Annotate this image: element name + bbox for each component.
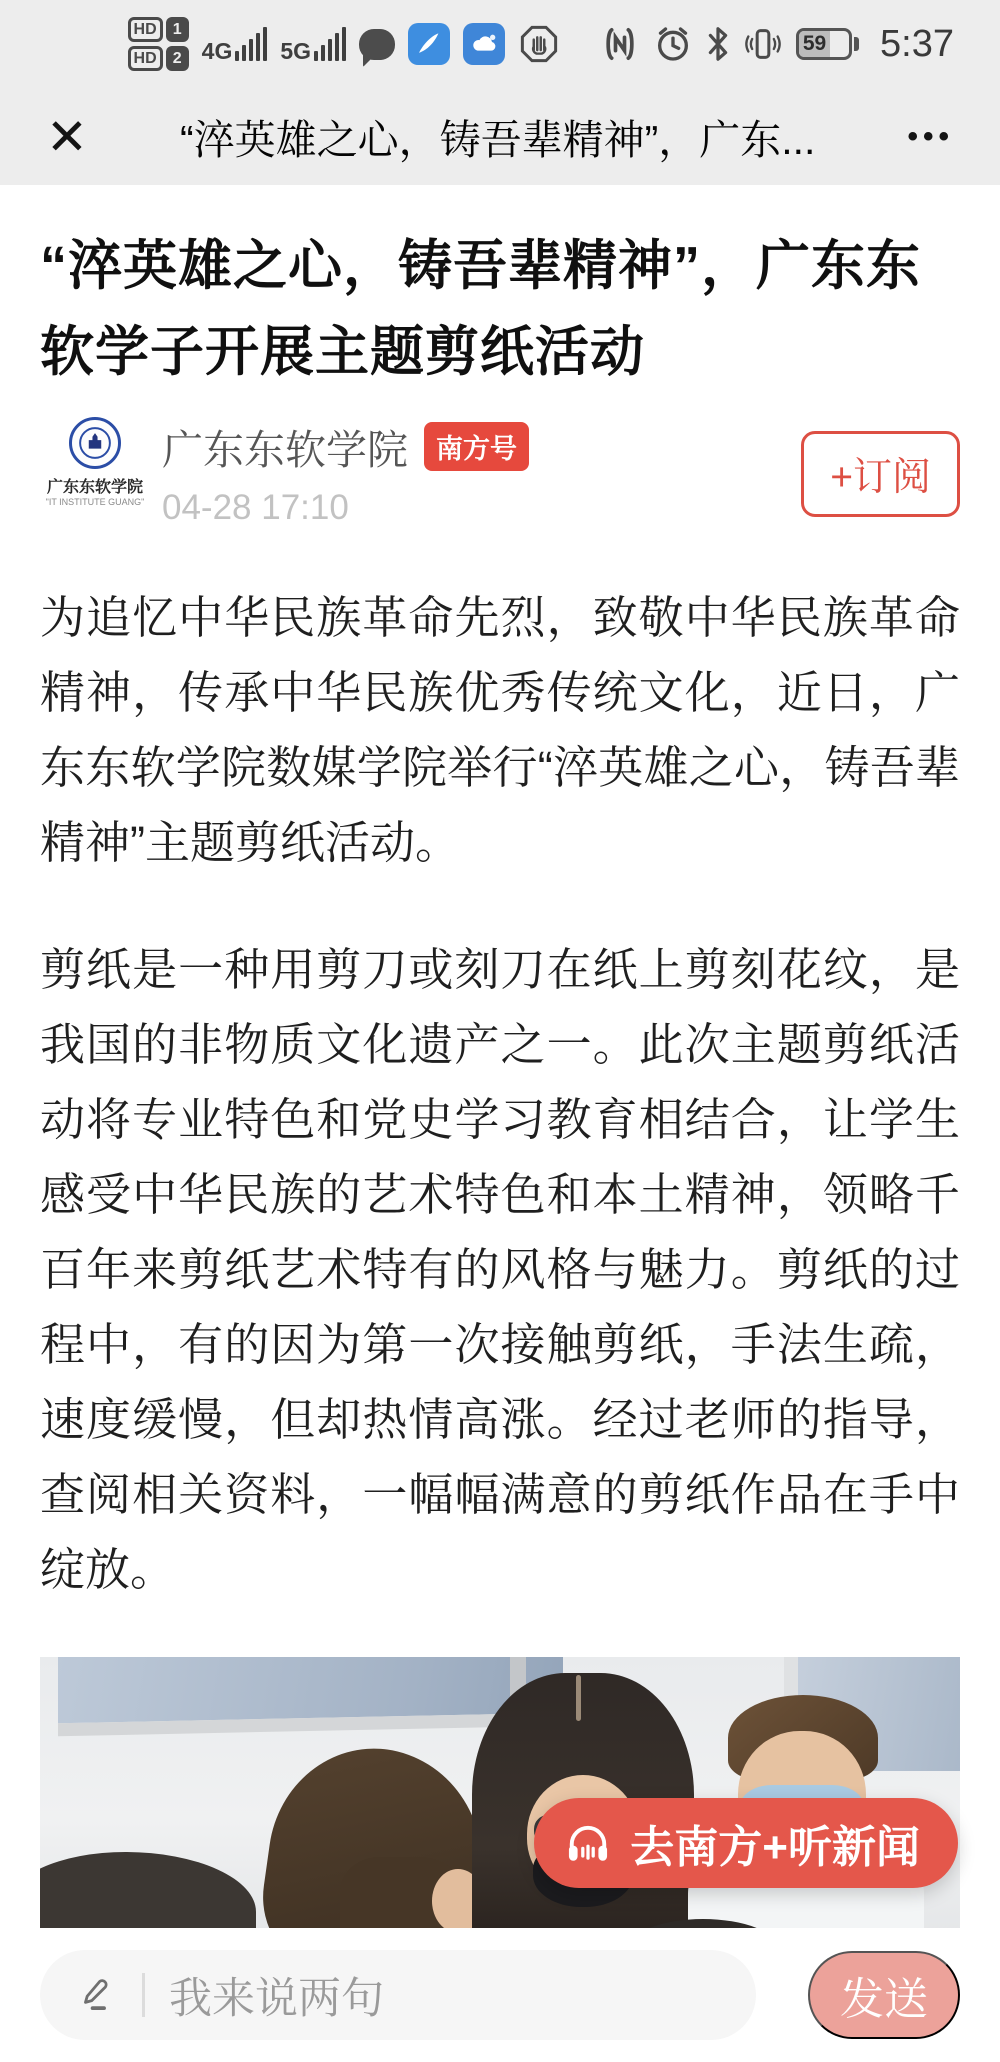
publisher-avatar[interactable] [40,417,150,507]
paragraph: 为追忆中华民族革命先烈，致敬中华民族革命精神，传承中华民族优秀传统文化，近日，广东东软学院数媒学院举行“淬英雄之心，铸吾辈精神”主题剪纸活动。 [40,592,960,868]
close-icon[interactable]: ✕ [46,108,88,165]
article-title: “淬英雄之心，铸吾辈精神”，广东东软学子开展主题剪纸活动 [40,236,921,382]
signal-sim1 [201,27,268,64]
publisher-name[interactable]: 广东东软学院 [162,427,408,473]
battery-icon [796,28,859,60]
send-button[interactable]: 发送 [808,1951,960,2039]
hd-badge-sim1 [128,17,189,42]
hand-octagon-icon [518,23,560,65]
subscribe-button[interactable]: +订阅 [801,431,960,517]
hd-badge-sim2 [128,46,189,71]
hd-label: HD [128,46,163,71]
listen-news-button[interactable] [534,1798,958,1888]
signal-bars-icon [235,27,267,61]
publisher-row [40,417,960,528]
signal-sim2 [280,27,346,64]
publisher-info [162,417,529,528]
cloud-weather-app-icon [463,23,505,65]
photo-person-center-hair-part [576,1675,581,1721]
article-body [0,223,1000,1953]
network-type-label: 4G [201,38,233,64]
nav-bar [0,88,1000,185]
nanfanghao-badge: 南方号 [424,422,529,471]
chat-bubble-icon [359,29,395,60]
headphones-icon [562,1817,614,1869]
more-menu-icon[interactable]: ••• [907,119,954,153]
vibrate-icon [743,24,783,64]
sim1-number: 1 [166,17,189,42]
wing-app-icon [408,23,450,65]
bluetooth-icon [706,25,730,63]
comment-input[interactable] [40,1950,756,2040]
battery-percent: 59 [799,31,830,57]
nav-title: “淬英雄之心，铸吾辈精神”，广东... [179,117,816,163]
nfc-icon [600,24,640,64]
status-bar [0,0,1000,88]
hd-volte-badges [128,17,189,71]
publisher-logo-seal-icon [69,417,121,469]
photo-window-left [58,1657,563,1736]
comment-bar [0,1928,1000,2062]
comment-placeholder: 我来说两句 [169,1974,384,2023]
alarm-clock-icon [653,24,693,64]
paragraph: 剪纸是一种用剪刀或刻刀在纸上剪刻花纹，是我国的非物质文化遗产之一。此次主题剪纸活动将专业特色和党史学习教育相结合，让学生感受中华民族的艺术特色和本土精神，领略千百年来剪纸艺术特有的风格与魅力。剪纸的过程中，有的因为第一次接触剪纸，手法生疏，速度缓慢，但却热情高涨。经过老师的指导，查阅相关资料，一幅幅满意的剪纸作品在手中绽放。 [40,944,960,1595]
listen-news-label: 去南方+听新闻 [630,1823,920,1872]
publish-date: 04-28 17:10 [162,488,349,527]
publisher-logo-subcaption: "IT INSTITUTE GUANG" [45,497,145,507]
pencil-icon [76,1974,118,2016]
input-divider [142,1973,145,2017]
sim2-number: 2 [166,46,189,71]
network-type-label: 5G [280,38,312,64]
hd-label: HD [128,17,163,42]
signal-bars-icon [314,27,346,61]
publisher-logo-caption: 广东东软学院 [46,479,143,496]
clock-time: 5:37 [880,22,954,65]
